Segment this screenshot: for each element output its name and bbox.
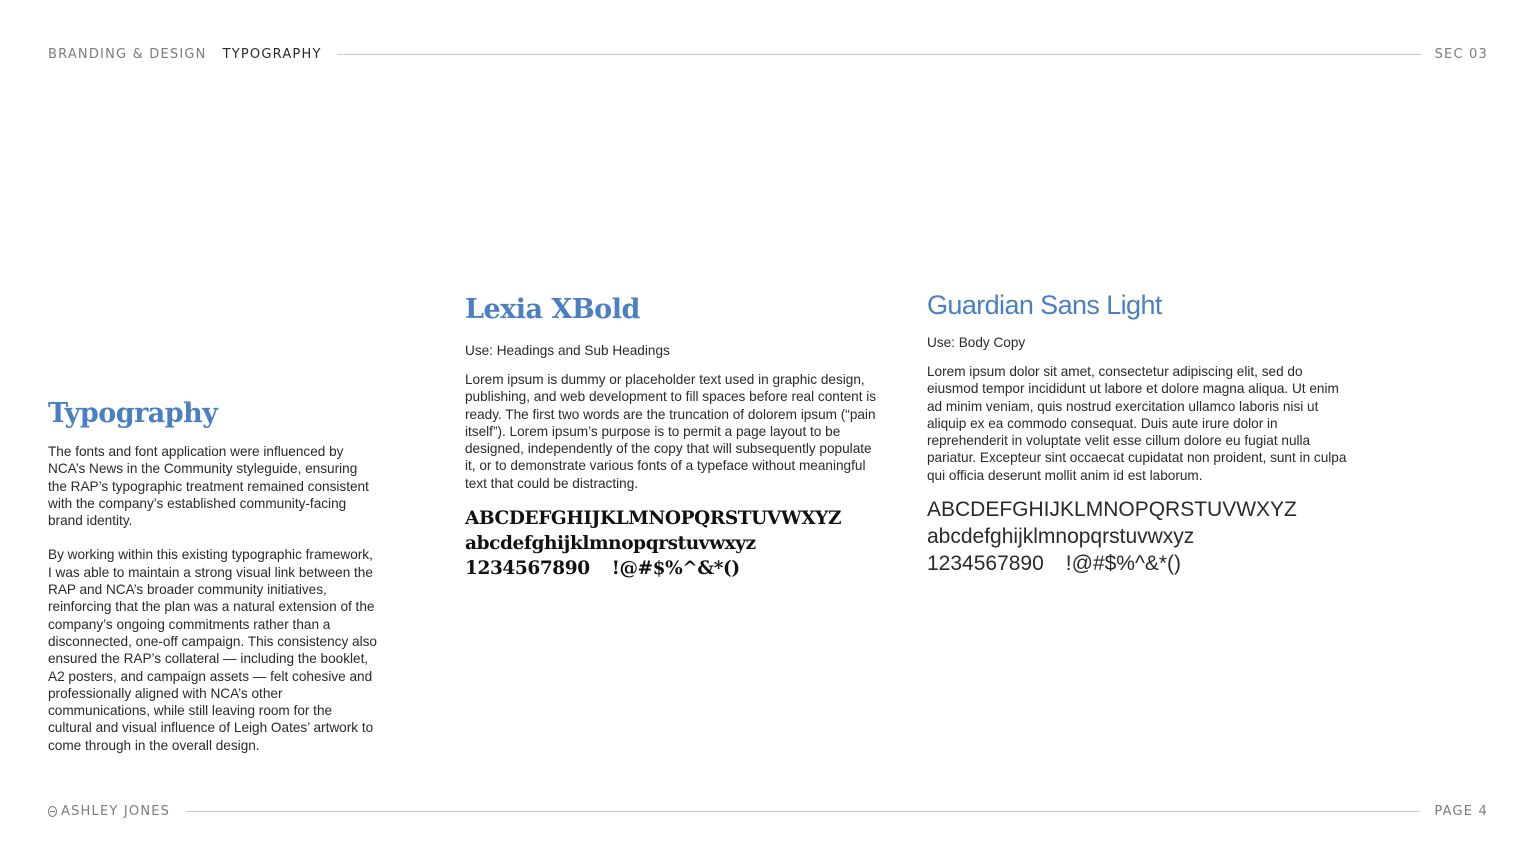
specimen-digits: 1234567890 xyxy=(927,552,1044,576)
footer-divider xyxy=(186,811,1420,812)
font-usage: Use: Body Copy xyxy=(927,335,1026,350)
font-specimen xyxy=(465,506,885,581)
page-footer xyxy=(48,802,1488,820)
font-card-lexia xyxy=(465,292,885,581)
specimen-numerals-row xyxy=(927,550,1347,577)
specimen-numerals-row xyxy=(465,556,885,581)
specimen-symbols: !@#$%^&*() xyxy=(611,558,740,580)
font-name-body: Guardian Sans Light xyxy=(927,290,1162,320)
page-header xyxy=(48,45,1488,63)
intro-section xyxy=(48,398,378,754)
specimen-symbols: !@#$%^&*() xyxy=(1065,552,1181,576)
section-number: SEC 03 xyxy=(1434,46,1488,62)
specimen-uppercase: ABCDEFGHIJKLMNOPQRSTUVWXYZ xyxy=(927,498,1297,522)
author-name: ASHLEY JONES xyxy=(61,803,171,819)
intro-paragraph-1: The fonts and font application were influenced by NCA’s News in the Community styleguide, ensuring the RAP’s typographic treatment remained consistent with the company’s established community-facing brand identity. xyxy=(48,444,369,529)
copyright-icon xyxy=(48,806,57,817)
page-title: Typography xyxy=(48,398,218,429)
font-usage: Use: Headings and Sub Headings xyxy=(465,343,670,358)
page-number: PAGE 4 xyxy=(1434,803,1488,819)
breadcrumb-section: BRANDING & DESIGN xyxy=(48,46,207,62)
specimen-lowercase: abcdefghijklmnopqrstuvwxyz xyxy=(465,533,756,555)
specimen-uppercase: ABCDEFGHIJKLMNOPQRSTUVWXYZ xyxy=(465,508,842,530)
specimen-digits: 1234567890 xyxy=(465,558,590,580)
specimen-lowercase: abcdefghijklmnopqrstuvwxyz xyxy=(927,525,1195,549)
author-credit xyxy=(48,804,170,819)
font-card-guardian xyxy=(927,288,1347,577)
header-divider xyxy=(337,54,1421,55)
font-description: Lorem ipsum dolor sit amet, consectetur adipiscing elit, sed do eiusmod tempor incididunt ut labore et dolore magna aliqua. Ut enim ad minim veniam, quis nostrud exercitation ullamco laboris nisi ut aliquip ex ea commodo consequat. Duis aute irure dolor in reprehenderit in voluptate velit esse cillum dolore eu fugiat nulla pariatur. Excepteur sint occaecat cupidatat non proident, sunt in culpa qui officia deserunt mollit anim id est laborum. xyxy=(927,364,1347,483)
intro-paragraph-2: By working within this existing typographic framework, I was able to maintain a strong visual link between the RAP and NCA’s broader community initiatives, reinforcing that the plan was a natural extension of the company’s ongoing commitments rather than a disconnected, one-off campaign. This consistency also ensured the RAP’s collateral — including the booklet, A2 posters, and campaign assets — felt cohesive and professionally aligned with NCA’s other communications, while still leaving room for the cultural and visual influence of Leigh Oates’ artwork to come through in the overall design. xyxy=(48,547,377,753)
font-name-heading: Lexia XBold xyxy=(465,294,640,325)
breadcrumb-current: TYPOGRAPHY xyxy=(222,46,322,62)
font-specimen xyxy=(927,496,1347,577)
font-description: Lorem ipsum is dummy or placeholder text used in graphic design, publishing, and web development to fill spaces before real content is ready. The first two words are the truncation of dolorem ipsum (“pain itself”). Lorem ipsum’s purpose is to permit a page layout to be designed, independently of the copy that will subsequently populate it, or to demonstrate various fonts of a typeface without meaningful text that could be distracting. xyxy=(465,372,877,491)
